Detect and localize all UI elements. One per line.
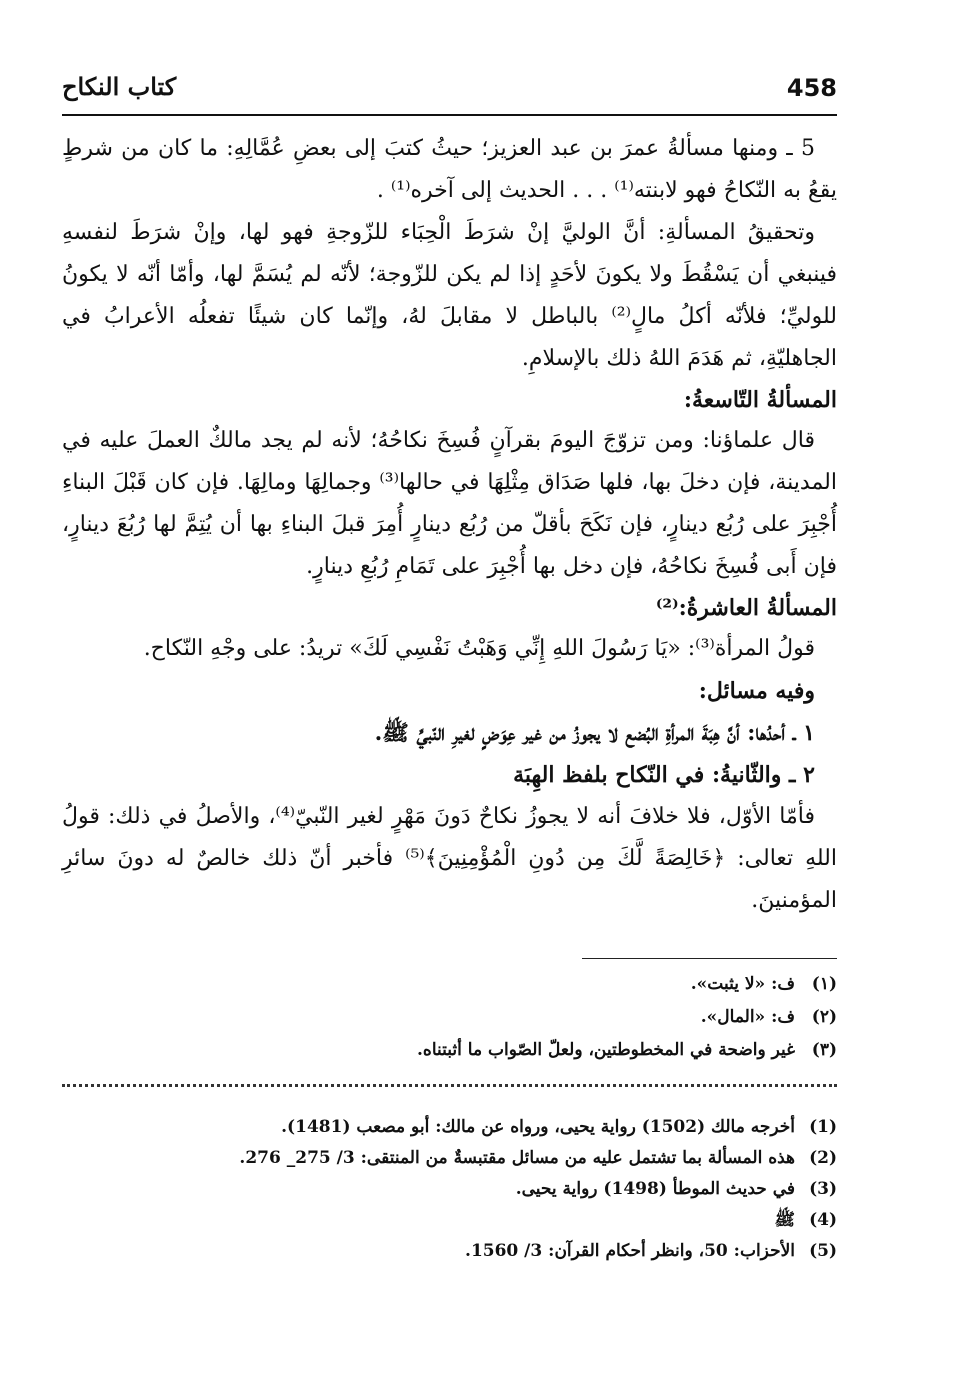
footnote-text: الأحزاب: 50، وانظر أحكام القرآن: 3/ 1560. (465, 1241, 795, 1261)
footnote-item (62, 1034, 837, 1067)
footnote-text: غير واضحة في المخطوطتين، ولعلّ الصّواب ما أثبتناه. (417, 1040, 795, 1060)
list-item-2-label: ٢ ـ والثّانيةُ: (711, 762, 815, 788)
section-heading-ninth: المسألةُ التّاسعةُ: (683, 387, 837, 413)
footnote-number: (3) (809, 1179, 837, 1199)
footnote-number: (4) (809, 1210, 837, 1230)
editor-footnotes (62, 968, 837, 1067)
paragraph-5: وفيه مسائل: (698, 678, 815, 704)
footnote-text: ﷺ (774, 1210, 795, 1230)
section-heading-tenth: المسألةُ العاشرةُ:⁽²⁾ (655, 595, 837, 621)
footnote-text: ف: «المال». (700, 1007, 795, 1027)
footnote-item (62, 1205, 837, 1236)
list-item-1-text: أنَّ هِبَةَ المرأةِ البُضع لا يجوزُ من غير عِوَضٍ لغيرِ النّبيِّ ﷺ. (374, 720, 740, 746)
footnote-item (62, 1236, 837, 1267)
paragraph-3: قال علماؤنا: ومن تزوّجَ اليومَ بقرآنٍ فُسِخَ نكاحُهُ؛ لأنه لم يجد مالكٌ العملَ عليه في المدينة، فإن دخلَ بها، فلها صَدَاق مِثْلِهَا في حالها⁽³⁾ وجمالِهَا ومالِهَا. فإن كان قَبْلَ البناءِ أُجْبِرَ على رُبُع دينارٍ، فإن نَكَحَ بأقلّ من رُبُع دينارٍ أُمِرَ قبلَ البناءِ بها أن يُتِمَّ لها رُبُعَ دينارٍ، فإن أَبى فُسِخَ نكاحُهُ، فإن دخل بها أُجْبِرَ على تَمَامِ رُبُعِ دينارٍ. (62, 428, 837, 579)
footnote-divider (582, 958, 837, 959)
quran-quote: ﴿خَالِصَةً لَّكَ مِن دُونِ الْمُؤْمِنِينَ﴾ (424, 846, 726, 871)
footnote-text: أخرجه مالك (1502) رواية يحيى، ورواه عن مالك: أبو مصعب (1481). (281, 1117, 795, 1137)
paragraph-6-end: ⁽⁵⁾ فأخبر أنّ ذلك خالصٌ له دونَ سائرِ المؤمنينَ. (62, 846, 837, 913)
paragraph-6-start: فأمّا الأوّل، فلا خلافَ أنه لا يجوزُ نكاحٌ دَونَ مَهْرٍ لغير النّبيّ⁽⁴⁾، والأصلُ في ذلك: قولُ اللهِ تعالى: (62, 804, 837, 871)
paragraph-6 (62, 796, 837, 922)
dotted-divider (62, 1084, 837, 1087)
paragraph-4: قولُ المرأة⁽³⁾: «يَا رَسُولَ اللهِ إِنِّي وَهَبْتُ نَفْسِي لَكَ» تريدُ: على وجْهِ النّكاح. (143, 636, 815, 661)
footnote-item (62, 1143, 837, 1174)
footnote-item (62, 1001, 837, 1034)
list-item-2 (62, 754, 837, 796)
footnote-item (62, 1174, 837, 1205)
page-number: 458 (786, 74, 837, 102)
paragraph-2: وتحقيقُ المسألةِ: أنَّ الوليَّ إنْ شرَطَ الْحِبَاء للزّوجةِ فهو لها، وإنْ شرَطَ لنفسهِ فينبغي أن يَسْقُطَ ولا يكونَ لأحَدٍ إذا لم يكن للزّوجة؛ لأنّه لم يُسَمَّ لها، وأمّا أنّه لا يكونُ للوليِّ؛ فلأنّه أكلُ مالٍ⁽²⁾ بالباطل لا مقابلَ لهُ، وإنّما كان شيئًا تفعلُه الأعرابُ في الجاهليّةِ، ثم هَدَمَ اللهُ ذلك بالإسلامِ. (62, 220, 837, 371)
list-item-1 (62, 712, 837, 754)
list-item-1-label: ١ ـ أحدُها: (747, 720, 815, 746)
page-header (62, 70, 837, 116)
footnote-text: ف: «لا يثبت». (690, 974, 795, 994)
paragraph-1: 5 ـ ومنها مسألةُ عمرَ بن عبد العزيز؛ حيثُ كتبَ إلى بعضِ عُمَّالِهِ: ما كان من شرطٍ يقعُ به النّكاحُ فهو لابنته⁽¹⁾ . . . الحديث إلى آخره⁽¹⁾ . (62, 136, 837, 203)
running-title: كتاب النكاح (62, 72, 177, 101)
footnote-text: في حديث الموطأ (1498) رواية يحيى. (515, 1179, 795, 1199)
main-text (62, 128, 837, 922)
source-footnotes (62, 1112, 837, 1267)
footnote-number: (5) (809, 1241, 837, 1261)
footnote-number: (1) (809, 1117, 837, 1137)
footnote-number: (١) (811, 974, 837, 994)
footnote-number: (٣) (811, 1040, 837, 1060)
footnote-number: (2) (809, 1148, 837, 1168)
footnote-text: هذه المسألة بما تشتمل عليه من مسائل مقتبسةٌ من المنتقى: 3/ 275_ 276. (239, 1148, 795, 1168)
footnote-number: (٢) (811, 1007, 837, 1027)
footnote-item (62, 1112, 837, 1143)
footnote-item (62, 968, 837, 1001)
list-item-2-text: في النّكاح بلفظ الهِبَة (513, 762, 705, 788)
